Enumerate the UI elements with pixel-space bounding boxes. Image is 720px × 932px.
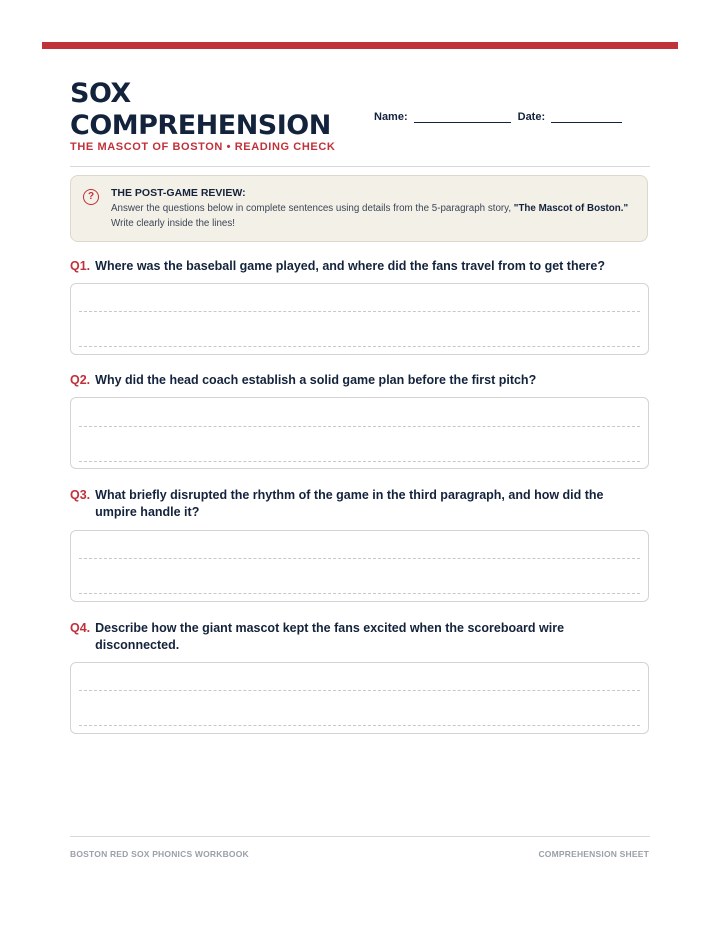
answer-line	[79, 311, 640, 312]
footer-sheet-name: COMPREHENSION SHEET	[538, 849, 649, 859]
question-number: Q4.	[70, 621, 91, 635]
answer-box-2[interactable]	[70, 397, 649, 469]
question-circle-icon: ?	[83, 189, 99, 205]
question-number: Q2.	[70, 373, 91, 387]
answer-box-3[interactable]	[70, 530, 649, 602]
name-date-fields	[374, 108, 622, 123]
date-label: Date:	[517, 111, 546, 123]
top-accent-bar	[42, 42, 678, 49]
question-4	[70, 620, 630, 654]
page-title-line2: COMPREHENSION	[70, 110, 331, 141]
answer-line	[79, 725, 640, 726]
instructions-title: THE POST-GAME REVIEW:	[111, 187, 246, 199]
story-title: "The Mascot of Boston."	[513, 203, 629, 214]
question-text: What briefly disrupted the rhythm of the game in the third paragraph, and how did the umpire handle it?	[95, 488, 604, 519]
answer-line	[79, 346, 640, 347]
answer-box-1[interactable]	[70, 283, 649, 355]
question-1	[70, 258, 630, 275]
answer-line	[79, 558, 640, 559]
answer-line	[79, 461, 640, 462]
instructions-text-end: Write clearly inside the lines!	[111, 218, 235, 229]
page-title	[70, 78, 331, 142]
answer-line	[79, 426, 640, 427]
date-input-line[interactable]	[551, 108, 622, 123]
question-text: Describe how the giant mascot kept the fans excited when the scoreboard wire disconnected.	[95, 621, 565, 652]
footer-divider	[70, 836, 650, 837]
answer-line	[79, 690, 640, 691]
instructions-body	[111, 201, 636, 231]
answer-line	[79, 593, 640, 594]
footer-workbook-name: BOSTON RED SOX PHONICS WORKBOOK	[70, 849, 249, 859]
question-3	[70, 487, 630, 521]
header-divider	[70, 166, 650, 167]
page-title-line1: SOX	[70, 78, 131, 109]
question-text: Why did the head coach establish a solid game plan before the first pitch?	[95, 373, 537, 387]
instructions-panel	[70, 175, 648, 242]
name-input-line[interactable]	[414, 108, 511, 123]
question-text: Where was the baseball game played, and where did the fans travel from to get there?	[95, 259, 606, 273]
question-number: Q1.	[70, 259, 91, 273]
page-subtitle: THE MASCOT OF BOSTON • READING CHECK	[70, 141, 336, 153]
answer-box-4[interactable]	[70, 662, 649, 734]
name-label: Name:	[374, 111, 408, 123]
instructions-text: Answer the questions below in complete sentences using details from the 5-paragraph story,	[111, 203, 514, 214]
question-number: Q3.	[70, 488, 91, 502]
question-2	[70, 372, 630, 389]
